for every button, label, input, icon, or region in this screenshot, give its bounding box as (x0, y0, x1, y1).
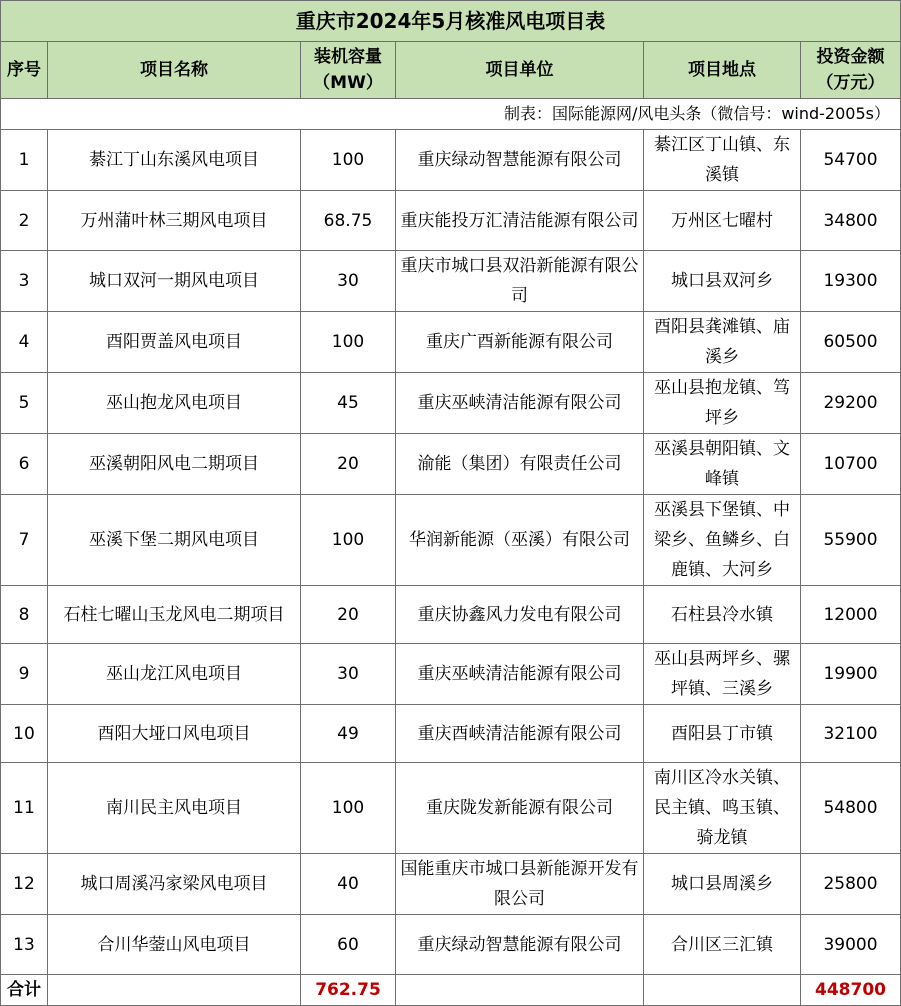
cell-company: 重庆绿动智慧能源有限公司 (396, 130, 644, 191)
cell-company: 重庆巫峡清洁能源有限公司 (396, 644, 644, 705)
cell-name: 酉阳贾盖风电项目 (48, 312, 301, 373)
cell-company: 重庆市城口县双沿新能源有限公司 (396, 251, 644, 312)
cell-investment: 34800 (801, 191, 901, 251)
cell-name: 巫溪朝阳风电二期项目 (48, 434, 301, 495)
column-header-location: 项目地点 (644, 42, 801, 99)
cell-location: 城口县周溪乡 (644, 854, 801, 915)
credit-row (1, 99, 901, 130)
cell-no: 13 (1, 915, 48, 975)
cell-no: 11 (1, 763, 48, 854)
table-row (1, 644, 901, 705)
cell-capacity: 68.75 (301, 191, 396, 251)
credit-note: 制表：国际能源网/风电头条（微信号：wind-2005s） (1, 99, 901, 130)
cell-no: 6 (1, 434, 48, 495)
table-row (1, 130, 901, 191)
header-row (1, 42, 901, 99)
cell-investment: 60500 (801, 312, 901, 373)
cell-investment: 19300 (801, 251, 901, 312)
cell-company: 渝能（集团）有限责任公司 (396, 434, 644, 495)
column-header-name: 项目名称 (48, 42, 301, 99)
table-row (1, 705, 901, 763)
table-row (1, 915, 901, 975)
cell-capacity: 100 (301, 312, 396, 373)
cell-no: 8 (1, 586, 48, 644)
cell-company: 重庆陇发新能源有限公司 (396, 763, 644, 854)
cell-no: 4 (1, 312, 48, 373)
cell-company: 华润新能源（巫溪）有限公司 (396, 495, 644, 586)
cell-location: 巫溪县下堡镇、中梁乡、鱼鳞乡、白鹿镇、大河乡 (644, 495, 801, 586)
cell-name: 合川华蓥山风电项目 (48, 915, 301, 975)
cell-name: 巫山龙江风电项目 (48, 644, 301, 705)
column-header-no: 序号 (1, 42, 48, 99)
cell-capacity: 30 (301, 251, 396, 312)
cell-location: 巫溪县朝阳镇、文峰镇 (644, 434, 801, 495)
cell-company: 重庆酉峡清洁能源有限公司 (396, 705, 644, 763)
cell-no: 9 (1, 644, 48, 705)
table-row (1, 191, 901, 251)
table-title: 重庆市2024年5月核准风电项目表 (1, 1, 901, 42)
table-row (1, 586, 901, 644)
cell-capacity: 49 (301, 705, 396, 763)
cell-no: 7 (1, 495, 48, 586)
cell-investment: 29200 (801, 373, 901, 434)
cell-investment: 32100 (801, 705, 901, 763)
cell-location: 石柱县冷水镇 (644, 586, 801, 644)
cell-company: 重庆能投万汇清洁能源有限公司 (396, 191, 644, 251)
table-row (1, 854, 901, 915)
cell-company: 重庆广酉新能源有限公司 (396, 312, 644, 373)
table-row (1, 373, 901, 434)
column-header-company: 项目单位 (396, 42, 644, 99)
cell-no: 5 (1, 373, 48, 434)
cell-capacity: 20 (301, 586, 396, 644)
column-header-investment: 投资金额（万元） (801, 42, 901, 99)
cell-name: 巫溪下堡二期风电项目 (48, 495, 301, 586)
table-row (1, 495, 901, 586)
cell-investment: 54700 (801, 130, 901, 191)
cell-capacity: 100 (301, 763, 396, 854)
cell-investment: 39000 (801, 915, 901, 975)
cell-no: 2 (1, 191, 48, 251)
total-capacity: 762.75 (301, 975, 396, 1006)
cell-no: 12 (1, 854, 48, 915)
cell-capacity: 30 (301, 644, 396, 705)
table-row (1, 312, 901, 373)
title-row (1, 1, 901, 42)
cell-name: 巫山抱龙风电项目 (48, 373, 301, 434)
cell-capacity: 100 (301, 495, 396, 586)
cell-location: 巫山县抱龙镇、笃坪乡 (644, 373, 801, 434)
cell-investment: 55900 (801, 495, 901, 586)
cell-capacity: 100 (301, 130, 396, 191)
cell-company: 重庆巫峡清洁能源有限公司 (396, 373, 644, 434)
cell-capacity: 60 (301, 915, 396, 975)
cell-investment: 19900 (801, 644, 901, 705)
cell-company: 重庆协鑫风力发电有限公司 (396, 586, 644, 644)
cell-investment: 10700 (801, 434, 901, 495)
cell-investment: 25800 (801, 854, 901, 915)
cell-location: 城口县双河乡 (644, 251, 801, 312)
cell-name: 酉阳大垭口风电项目 (48, 705, 301, 763)
cell-no: 3 (1, 251, 48, 312)
cell-location: 巫山县两坪乡、骡坪镇、三溪乡 (644, 644, 801, 705)
table-body (1, 130, 901, 975)
cell-investment: 54800 (801, 763, 901, 854)
cell-location: 万州区七曜村 (644, 191, 801, 251)
cell-location: 南川区冷水关镇、民主镇、鸣玉镇、骑龙镇 (644, 763, 801, 854)
cell-capacity: 20 (301, 434, 396, 495)
cell-no: 1 (1, 130, 48, 191)
cell-name: 城口周溪冯家梁风电项目 (48, 854, 301, 915)
cell-name: 南川民主风电项目 (48, 763, 301, 854)
cell-name: 石柱七曜山玉龙风电二期项目 (48, 586, 301, 644)
cell-company: 重庆绿动智慧能源有限公司 (396, 915, 644, 975)
table-row (1, 434, 901, 495)
cell-name: 万州蒲叶林三期风电项目 (48, 191, 301, 251)
cell-name: 綦江丁山东溪风电项目 (48, 130, 301, 191)
cell-location: 合川区三汇镇 (644, 915, 801, 975)
total-label: 合计 (1, 975, 48, 1006)
total-investment: 448700 (801, 975, 901, 1006)
cell-no: 10 (1, 705, 48, 763)
cell-investment: 12000 (801, 586, 901, 644)
cell-location: 綦江区丁山镇、东溪镇 (644, 130, 801, 191)
cell-location: 酉阳县丁市镇 (644, 705, 801, 763)
cell-location: 酉阳县龚滩镇、庙溪乡 (644, 312, 801, 373)
cell-name: 城口双河一期风电项目 (48, 251, 301, 312)
table-row (1, 251, 901, 312)
table-row (1, 763, 901, 854)
cell-capacity: 40 (301, 854, 396, 915)
cell-company: 国能重庆市城口县新能源开发有限公司 (396, 854, 644, 915)
cell-capacity: 45 (301, 373, 396, 434)
column-header-capacity: 装机容量（MW） (301, 42, 396, 99)
